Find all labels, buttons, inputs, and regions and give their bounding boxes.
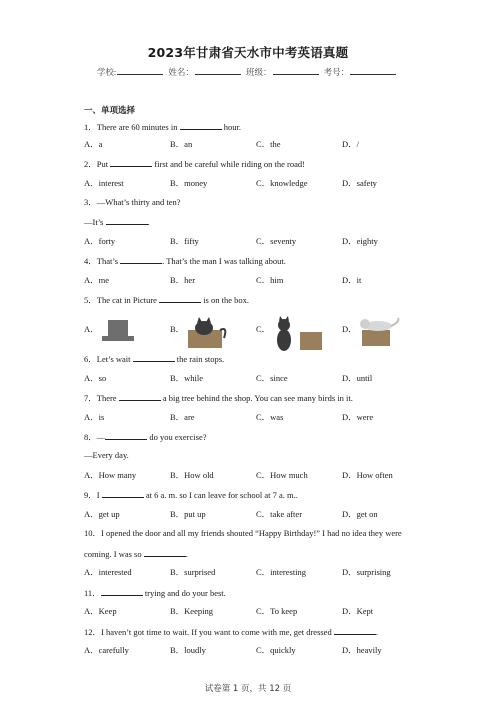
option-d[interactable]: D．get on <box>342 509 378 519</box>
question-9-options <box>84 509 424 519</box>
option-a[interactable]: A．interested <box>84 567 132 577</box>
question-8-line-1 <box>84 431 207 442</box>
question-7-line-1 <box>84 392 353 403</box>
name-label: 姓名： <box>168 67 194 77</box>
question-text: hour. <box>221 122 241 132</box>
question-4-line-1 <box>84 255 286 266</box>
student-info-row <box>0 66 496 78</box>
option-d[interactable]: D． <box>342 324 357 334</box>
question-12-line-1 <box>84 626 378 637</box>
option-d[interactable]: D．were <box>342 412 374 422</box>
question-text: a big tree behind the shop. You can see many birds in it. <box>160 393 353 403</box>
option-d[interactable]: D．safety <box>342 178 377 188</box>
question-text: 4．That’s <box>84 256 121 266</box>
question-11-options <box>84 606 424 616</box>
option-a[interactable]: A．is <box>84 412 105 422</box>
picture-d-cat-box-icon <box>356 316 402 350</box>
page-footer: 试卷第 1 页，共 12 页 <box>204 684 292 694</box>
option-c[interactable]: C．was <box>256 412 284 422</box>
exam-no-blank <box>350 66 396 75</box>
answer-blank[interactable] <box>105 431 147 440</box>
question-text: do you exercise? <box>147 432 207 442</box>
answer-blank[interactable] <box>106 216 148 225</box>
option-b[interactable]: B．are <box>170 412 195 422</box>
question-text: 6．Let’s wait <box>84 354 133 364</box>
question-1-options <box>84 139 424 149</box>
option-b[interactable]: B．money <box>170 178 208 188</box>
option-a[interactable]: A． <box>84 324 99 334</box>
option-c[interactable]: C．seventy <box>256 236 297 246</box>
option-a[interactable]: A．interest <box>84 178 124 188</box>
question-10-line-1 <box>84 528 402 538</box>
question-text: . <box>147 217 150 227</box>
option-a[interactable]: A．Keep <box>84 606 117 616</box>
option-d[interactable]: D．until <box>342 373 373 383</box>
question-5-options <box>84 324 424 334</box>
question-text: —It’s <box>84 217 106 227</box>
question-6-line-1 <box>84 353 224 364</box>
option-b[interactable]: B．surprised <box>170 567 216 577</box>
question-text: . That’s the man I was talking about. <box>162 256 286 266</box>
question-text: 9．I <box>84 490 102 500</box>
question-text: 10．I opened the door and all my friends shouted “Happy Birthday!” I had no idea they were <box>84 528 402 538</box>
option-b[interactable]: B．fifty <box>170 236 199 246</box>
question-text: 2．Put <box>84 159 111 169</box>
question-text: at 6 a. m. so I can leave for school at 7 a. m.. <box>143 490 298 500</box>
option-c[interactable]: C．interesting <box>256 567 307 577</box>
option-a[interactable]: A．carefully <box>84 645 129 655</box>
exam-no-label: 考号： <box>323 67 350 77</box>
option-c[interactable]: C．To keep <box>256 606 298 616</box>
question-text: trying and do your best. <box>142 588 226 598</box>
answer-blank[interactable] <box>144 548 186 557</box>
question-2-line-1 <box>84 158 305 169</box>
answer-blank[interactable] <box>159 294 201 303</box>
class-blank <box>273 66 319 75</box>
question-3-line-1 <box>84 197 181 207</box>
option-d[interactable]: D．surprising <box>342 567 391 577</box>
answer-blank[interactable] <box>110 158 152 167</box>
section-heading: 一、单项选择 <box>84 106 136 116</box>
option-c[interactable]: C．since <box>256 373 288 383</box>
option-b[interactable]: B．loudly <box>170 645 206 655</box>
option-a[interactable]: A．How many <box>84 470 137 480</box>
question-5-line-1 <box>84 294 249 305</box>
question-text: coming. I was so <box>84 549 144 559</box>
option-a[interactable]: A．get up <box>84 509 120 519</box>
answer-blank[interactable] <box>102 489 144 498</box>
question-text: 11． <box>84 588 101 598</box>
picture-b-cat-box-icon <box>184 316 228 352</box>
question-text: 5．The cat in Picture <box>84 295 160 305</box>
answer-blank[interactable] <box>119 392 161 401</box>
question-text: the rain stops. <box>174 354 225 364</box>
option-b[interactable]: B．an <box>170 139 193 149</box>
question-4-options <box>84 275 424 285</box>
option-d[interactable]: D．/ <box>342 139 360 149</box>
question-10-options <box>84 567 424 577</box>
option-a[interactable]: A．me <box>84 275 110 285</box>
school-blank <box>117 66 163 75</box>
question-text: 3．—What’s thirty and ten? <box>84 197 181 207</box>
question-text: . <box>375 627 378 637</box>
option-b[interactable]: B．put up <box>170 509 206 519</box>
question-9-line-1 <box>84 489 298 500</box>
question-3-options <box>84 236 424 246</box>
option-c[interactable]: C． <box>256 324 271 334</box>
option-b[interactable]: B．How old <box>170 470 214 480</box>
name-blank <box>195 66 241 75</box>
option-c[interactable]: C．the <box>256 139 281 149</box>
answer-blank[interactable] <box>180 121 222 130</box>
question-3-line-2 <box>84 216 150 227</box>
question-text: 12．I haven’t got time to wait. If you want to come with me, get dressed <box>84 627 334 637</box>
class-label: 班级： <box>245 67 272 77</box>
answer-blank[interactable] <box>133 353 175 362</box>
question-11-line-1 <box>84 587 226 598</box>
school-label: 学校: <box>96 67 117 77</box>
picture-c-cat-box-icon <box>270 316 324 354</box>
picture-a-cat-box-icon <box>98 316 138 346</box>
option-c[interactable]: C．How much <box>256 470 308 480</box>
option-b[interactable]: B．Keeping <box>170 606 213 616</box>
question-8-options <box>84 470 424 480</box>
option-c[interactable]: C．him <box>256 275 284 285</box>
question-1-line-1 <box>84 121 241 132</box>
option-c[interactable]: C．knowledge <box>256 178 308 188</box>
option-d[interactable]: D．How often <box>342 470 393 480</box>
question-10-line-2 <box>84 548 188 559</box>
question-text: . <box>185 549 188 559</box>
answer-blank[interactable] <box>120 255 162 264</box>
option-a[interactable]: A．forty <box>84 236 116 246</box>
option-d[interactable]: D．it <box>342 275 362 285</box>
answer-blank[interactable] <box>101 587 143 596</box>
option-b[interactable]: B．while <box>170 373 204 383</box>
question-8-line-2 <box>84 450 129 460</box>
question-text: first and be careful while riding on the road! <box>152 159 305 169</box>
question-6-options <box>84 373 424 383</box>
option-c[interactable]: C．quickly <box>256 645 296 655</box>
question-text: 7．There <box>84 393 119 403</box>
question-text: is on the box. <box>201 295 249 305</box>
option-b[interactable]: B． <box>170 324 185 334</box>
option-b[interactable]: B．her <box>170 275 196 285</box>
option-d[interactable]: D．heavily <box>342 645 382 655</box>
option-a[interactable]: A．so <box>84 373 107 383</box>
option-c[interactable]: C．take after <box>256 509 303 519</box>
answer-blank[interactable] <box>334 626 376 635</box>
option-a[interactable]: A．a <box>84 139 103 149</box>
question-7-options <box>84 412 424 422</box>
exam-title: 2023年甘肃省天水市中考英语真题 <box>147 45 349 60</box>
question-2-options <box>84 178 424 188</box>
question-text: 1．There are 60 minutes in <box>84 122 180 132</box>
question-12-options <box>84 645 424 655</box>
question-text: —Every day. <box>84 450 129 460</box>
option-d[interactable]: D．eighty <box>342 236 378 246</box>
option-d[interactable]: D．Kept <box>342 606 374 616</box>
question-text: 8．— <box>84 432 106 442</box>
